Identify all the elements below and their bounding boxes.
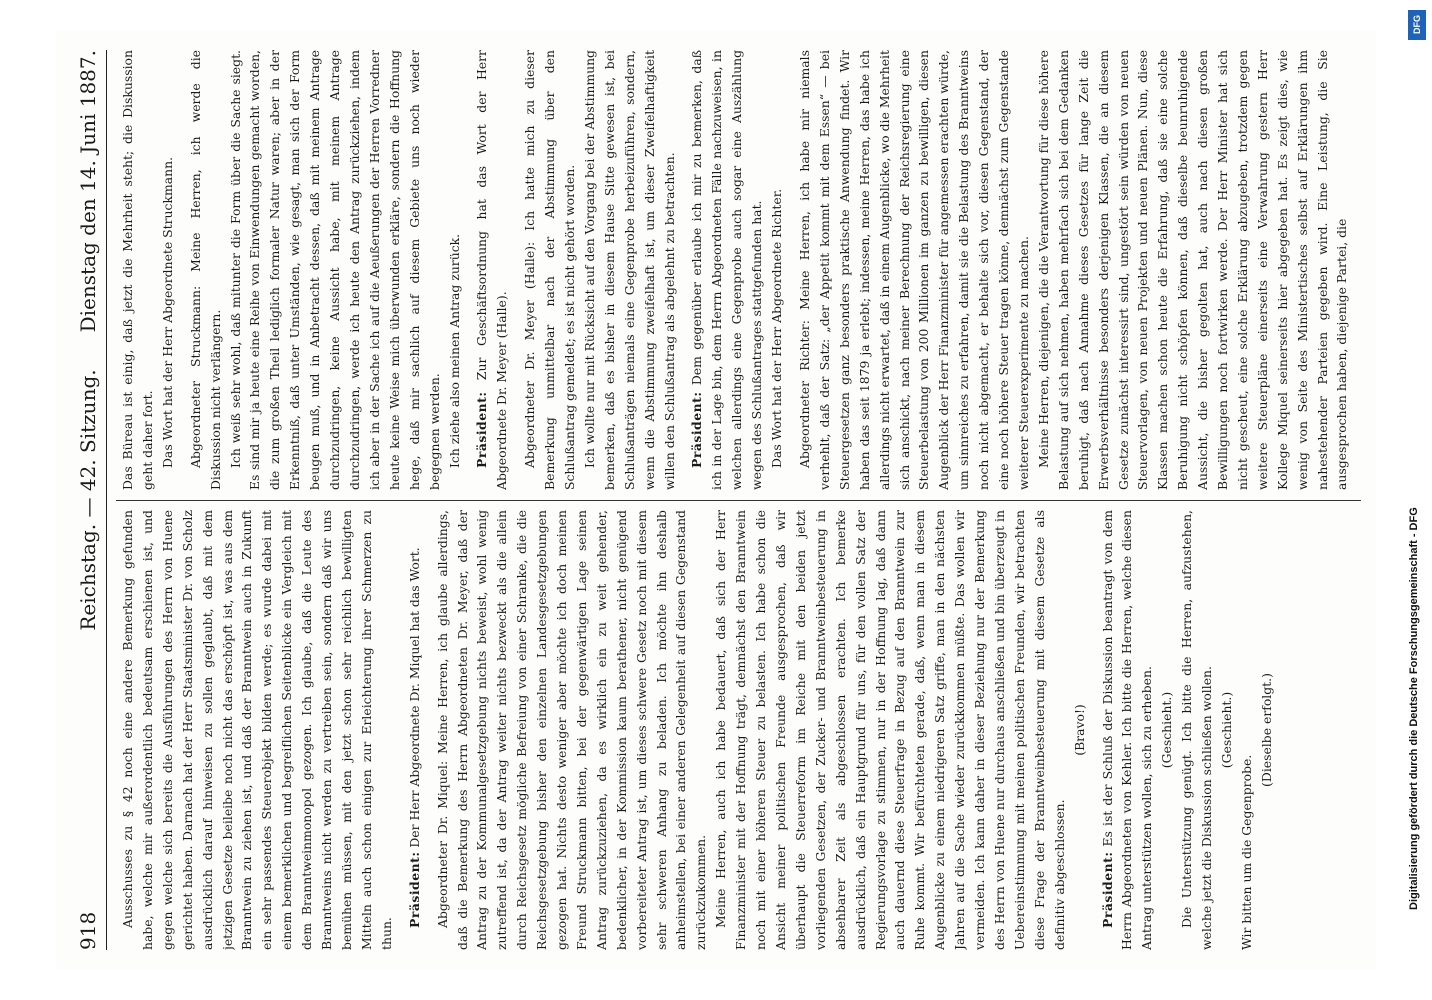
paragraph [118, 50, 158, 490]
paragraph [433, 510, 712, 950]
paragraph [1217, 510, 1237, 950]
paragraph [1257, 510, 1277, 950]
page-title: Reichstag. — 42. Sitzung. [76, 369, 100, 631]
speaker-label: Präsident: [689, 391, 705, 468]
paragraph-text: Das Büreau ist einig, daß jetzt die Mehrheit steht; die Diskussion geht daher fort. [120, 50, 155, 490]
session-date: Dienstag den 14. Juni 1887. [76, 50, 100, 333]
dfg-logo: DFG [1408, 10, 1426, 40]
paragraph [472, 50, 512, 490]
paragraph-text: Ich weiß sehr wohl, daß mitunter die Form über die Sache siegt. Es sind mir ja heute eine Reihe von Einwendungen gemacht worden, die zum großen Theil lediglich formaler Natur waren; aber in der Erkenntniß, daß unter Umständen, wie gesagt, man sich der Form beugen muß, und in Anbetracht dessen, daß mit meinem Antrage durchzudringen, keine Aussicht habe, mit meinem Antrage durchzudringen, werde ich heute den Antrag zurückziehen, indem ich aber in der Sache ich auf die Aeußerungen der Herren Vorredner heute keine Weise mich überwunden erkläre, sondern die Hoffnung hege, daß mir sachlich auf diesem Gebiete uns noch wieder begegnen werden. [227, 50, 442, 490]
paragraph-text: Dem gegenüber erlaube ich mir zu bemerken, daß ich in der Lage bin, dem Herrn Abgeordneten Fälle nachzuweisen, in welchen allerdings eine Gegenprobe auch sogar eine Auszählung wegen des Schlußantrages stattgefunden hat. [689, 50, 765, 490]
paragraph-text: Das Wort hat der Herr Abgeordnete Struckmann. [159, 156, 175, 468]
paragraph-text: Abgeordneter Struckmann: Meine Herren, ich werde die Diskussion nicht verlängern. [187, 50, 223, 490]
paragraph-text: Wir bitten um die Gegenprobe. [1238, 754, 1254, 950]
paragraph [1237, 510, 1257, 950]
paragraph [1098, 510, 1158, 950]
paragraph-text: Meine Herren, auch ich habe bedauert, daß sich der Herr Finanzminister mit der Hoffnung trägt, demnächst den Branntwein noch mit einer höheren Steuer zu belasten. Ich habe schon die Ansicht meiner politischen Freunde ausgesprochen, daß wir überhaupt die Steuerreform im Reiche mit den beiden jetzt vorliegenden Gesetzen, der Zucker- und Branntweinbesteuerung in absehbarer Zeit als abgeschlossen erachten. Ich bemerke ausdrücklich, daß ein Hauptgrund für uns, für den vollen Satz der Regierungsvorlage zu stimmen, nur in der Hoffnung lag, daß dann auch dauernd diese Steuerfrage in Bezug auf den Branntwein zur Ruhe kommt. Wir befürchteten gerade, daß, wenn man in diesem Augenblicke zu einem niedrigeren Satz griffe, man in den nächsten Jahren auf die Sache wieder zurückkommen müßte. Das wollen wir vermeiden. Ich kann daher in dieser Beziehung nur der Bemerkung des Herrn von Huene nur durchaus anschließen und bin überzeugt in Uebereinstimmung mit meinen politischen Freunden, wir betrachten diese Frage der Branntweinbesteuerung mit diesem Gesetze als definitiv abgeschlossen. [713, 510, 1067, 950]
paragraph [687, 50, 767, 490]
left-column [118, 510, 1358, 950]
paragraph [1157, 510, 1177, 950]
paragraph [711, 510, 1069, 950]
speaker-label: Präsident: [1099, 851, 1115, 928]
paragraph-text: (Geschieht.) [1159, 691, 1175, 769]
paragraph-text: (Bravo!) [1071, 704, 1087, 756]
scanned-page [56, 30, 1376, 970]
speaker-label: Präsident: [474, 391, 490, 468]
paragraph [405, 510, 425, 950]
paragraph-text: Es ist der Schluß der Diskussion beantragt von dem Herrn Abgeordneten von Kehler. Ich bitte die Herren, welche diesen Antrag unterstützen wollen, sich zu erheben. [1099, 510, 1155, 950]
page-number: 918 [76, 911, 100, 950]
paragraph-text: Ausschusses zu § 42 noch eine andere Bemerkung gefunden habe, welche mir außerordentlich bedeutsam erschienen ist, und gegen welche sich bereits die Ausführungen des Herrn von Huene gerichtet haben. Darnach hat der Herr Staatsminister Dr. von Scholz ausdrücklich darauf hinweisen zu sollen geglaubt, daß mit dem jetzigen Gesetze beileibe noch nicht das erschöpft ist, was aus dem Branntwein zu ziehen ist, und daß der Branntwein auch in Zukunft ein sehr passendes Steuerobjekt bilden werde; es wurde dabei mit einem bemerklichen und begreiflichen Seitenblicke ein Vergleich mit dem Branntweinmonopol gezogen. Ich glaube, daß die Leute des Branntweins nicht werden zu vertreiben sein, sondern daß wir uns bemühen müssen, mit den jetzt schon sehr reichlich bewilligten Mitteln auch schon einigen zur Erleichterung ihrer Schmerzen zu thun. [120, 510, 394, 950]
paragraph [520, 50, 580, 490]
column-divider [116, 500, 1361, 501]
paragraph [580, 50, 680, 490]
paragraph [118, 510, 397, 950]
paragraph-text: Meine Herren, diejenigen, die die Verantwortung für diese höhere Belastung auf sich nehmen, haben mehrfach sich bei dem Gedanken beruhigt, daß nach Annahme dieses Gesetzes für lange Zeit die Erwerbsverhältnisse besonders derjenigen Klassen, die an diesem Gesetze zunächst interessirt sind, ungestört sein würden von neuen Steuervorlagen, von neuen Projekten und neuen Plänen. Nun, diese Klassen machen schon heute die Erfahrung, daß sie eine solche Beruhigung nicht schöpfen können, daß dieselbe beunruhigende Aussicht, die bisher gegolten hat, auch nach diesen großen Bewilligungen noch fortwirken werde. Der Herr Minister hat sich nicht gescheut, eine solche Erklärung abzugeben, trotzdem gegen weitere Steuerpläne einerseits eine Verwahrung gestern Herr Kollege Miquel seinerseits hier abgegeben hat. Es zeigt dies, wie wenig von Seite des Ministertisches selbst auf Erklärungen ihm nahestehender Parteien gegeben wird. Eine Leistung, die Sie ausgesprochen haben, diejenige Partei, die [1035, 50, 1350, 490]
paragraph [1034, 50, 1353, 490]
paragraph [795, 50, 1034, 490]
paragraph [158, 50, 178, 490]
paragraph [186, 50, 226, 490]
paragraph-text: Abgeordneter Dr. Meyer (Halle): Ich hatte mich zu dieser Bemerkung unmittelbar nach der Abstimmung über den Schlußantrag gemeldet; es ist nicht gehört worden. [522, 50, 578, 490]
digitization-credit: Digitalisierung gefördert durch die Deutsche Forschungsgemeinschaft - DFG [1408, 507, 1420, 910]
digitization-credit-strip [1402, 0, 1432, 1000]
page-header [70, 50, 107, 950]
paragraph [445, 50, 465, 490]
paragraph [767, 50, 787, 490]
speaker-label: Präsident: [406, 851, 422, 928]
paragraph-text: Die Unterstützung genügt. Ich bitte die Herren, aufzustehen, welche jetzt die Diskussion schließen wollen. [1179, 510, 1215, 950]
paragraph [1177, 510, 1217, 950]
paragraph-text: Abgeordneter Dr. Miquel: Meine Herren, ich glaube allerdings, daß die Bemerkung des Herrn Abgeordneten Dr. Meyer, daß der Antrag zu der Kommunalgesetzgebung nichts beweist, wohl wenig zutreffend ist, da der Antrag weiter nichts bezweckt als die allein durch Reichsgesetz mögliche Befreiung von einer Schranke, die die Reichsgesetzgebung bisher den einzelnen Landesgesetzgebungen gezogen hat. Nichts desto weniger aber möchte ich doch meinen Freund Struckmann bitten, bei der gegenwärtigen Lage seinen Antrag zurückzuziehen, da es wirklich ein zu weit gehender, bedenklicher, in der Kommission kaum berathener, nicht genügend vorbereiteter Antrag ist, um dieses schwere Gesetz noch mit diesem sehr schweren Anhang zu beladen. Ich möchte ihn deshalb anheimstellen, bei einer anderen Gelegenheit auf diesen Gegenstand zurückzukommen. [434, 510, 709, 950]
paragraph [1070, 510, 1090, 950]
paragraph [226, 50, 445, 490]
paragraph-text: Ich wollte nur mit Rücksicht auf den Vorgang bei der Abstimmung bemerken, daß es bisher in diesem Hause Sitte gewesen ist, bei Schlußanträgen niemals eine Gegenprobe herbeizuführen, sondern, wenn die Abstimmung zweifelhaft ist, um dieser Zweifelhaftigkeit willen den Schlußantrag als abgelehnt zu betrachten. [581, 50, 677, 490]
paragraph-text: (Geschieht.) [1218, 691, 1234, 769]
paragraph-text: Abgeordneter Richter: Meine Herren, ich habe mir niemals verhehlt, daß der Satz: „der Appetit kommt mit dem Essen“ — bei Steuergesetzen ganz besonders praktische Anwendung findet. Wir haben das seit 1879 ja erlebt; indessen, meine Herren, das habe ich allerdings nicht erwartet, daß in einem Augenblicke, wo die Mehrheit sich anschickt, nach meiner Berechnung der Reichsregierung eine Steuerbelastung von 200 Millionen im ganzen zu bewilligen, diesen Augenblick der Herr Finanzminister für angemessen erachten würde, um sinnreiches zu erfahren, damit sie die Belastung des Branntweins noch nicht abgemacht, er behalte sich vor, diesen Gegenstand, der eine noch höhere Steuer tragen könne, demnächst zum Gegenstande weiterer Steuerexperimente zu machen. [797, 50, 1031, 490]
paragraph-text: Das Wort hat der Herr Abgeordnete Richter. [769, 188, 785, 468]
paragraph-text: (Dieselbe erfolgt.) [1258, 673, 1274, 787]
paragraph-text: Zur Geschäftsordnung hat das Wort der Herr Abgeordnete Dr. Meyer (Halle). [474, 50, 510, 490]
paragraph-text: Der Herr Abgeordnete Dr. Miquel hat das Wort. [406, 547, 422, 848]
right-column [118, 50, 1358, 490]
paragraph-text: Ich ziehe also meinen Antrag zurück. [446, 233, 462, 468]
